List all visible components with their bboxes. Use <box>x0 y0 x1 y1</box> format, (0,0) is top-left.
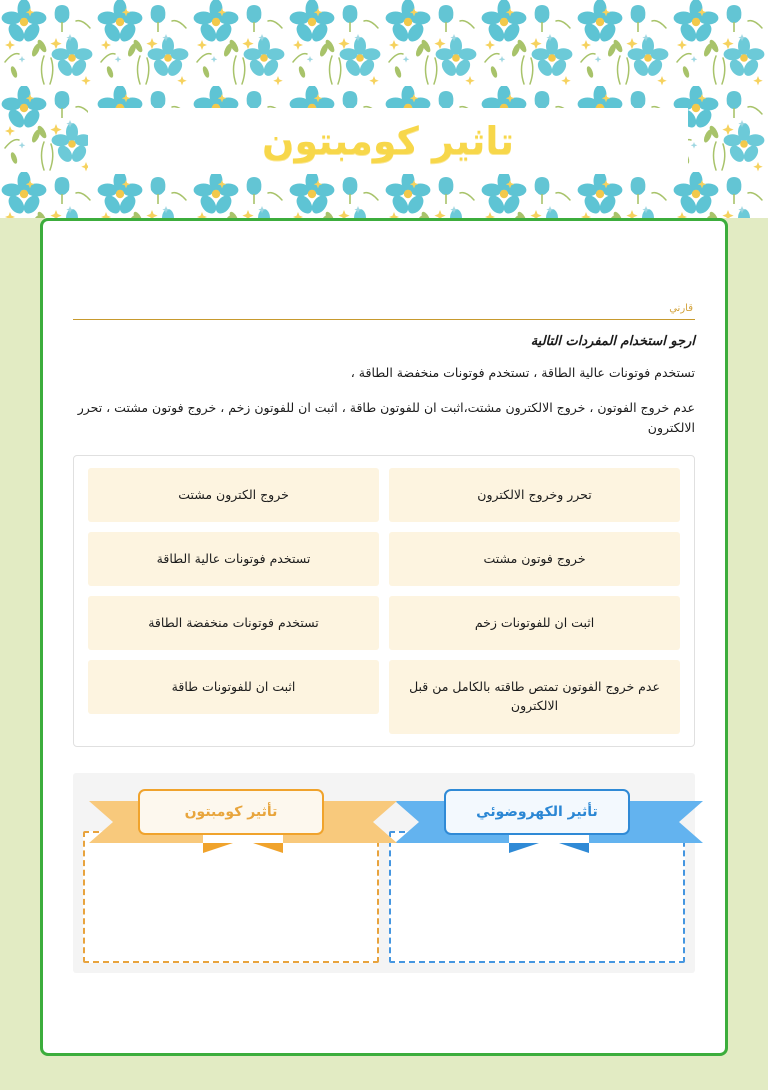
instruction-heading: ارجو استخدام المفردات التالية <box>530 334 695 349</box>
word-tile[interactable]: عدم خروج الفوتون تمتص طاقته بالكامل من قبل الالكترون <box>389 660 680 734</box>
instruction-line-2: عدم خروج الفوتون ، خروج الالكترون مشتت،اثبت ان للفوتون طاقة ، اثبت ان للفوتون زخم ، خروج فوتون مشتت ، تحرر الالكترون <box>77 400 695 435</box>
worksheet-card <box>40 218 728 1056</box>
instruction-line-1: تستخدم فوتونات عالية الطاقة ، تستخدم فوتونات منخفضة الطاقة ، <box>350 364 695 380</box>
drop-zone-label: تأثير كومبتون <box>184 804 278 821</box>
drop-zone-label: تأثير الكهروضوئي <box>476 804 598 821</box>
word-bank-column-right <box>389 468 680 734</box>
drop-zone-area <box>73 773 695 973</box>
word-bank <box>73 455 695 747</box>
floral-header-band <box>0 0 768 218</box>
word-tile[interactable]: تستخدم فوتونات عالية الطاقة <box>88 532 379 586</box>
word-tile[interactable]: تحرر وخروج الالكترون <box>389 468 680 522</box>
title-plate <box>88 108 688 174</box>
task-label: قارني <box>669 303 693 314</box>
drop-zone-title-photoelectric <box>444 789 630 835</box>
page-title: تاثير كومبتون <box>262 119 514 163</box>
word-tile[interactable]: اثبت ان للفوتونات طاقة <box>88 660 379 714</box>
divider <box>73 319 695 320</box>
word-tile[interactable]: خروج فوتون مشتت <box>389 532 680 586</box>
word-tile[interactable]: اثبت ان للفوتونات زخم <box>389 596 680 650</box>
word-tile[interactable]: تستخدم فوتونات منخفضة الطاقة <box>88 596 379 650</box>
word-tile[interactable]: خروج الكترون مشتت <box>88 468 379 522</box>
drop-zone-title-compton <box>138 789 324 835</box>
drop-zone-compton[interactable] <box>83 783 379 963</box>
instructions-block <box>73 334 695 437</box>
word-bank-column-left <box>88 468 379 734</box>
drop-zone-photoelectric[interactable] <box>389 783 685 963</box>
